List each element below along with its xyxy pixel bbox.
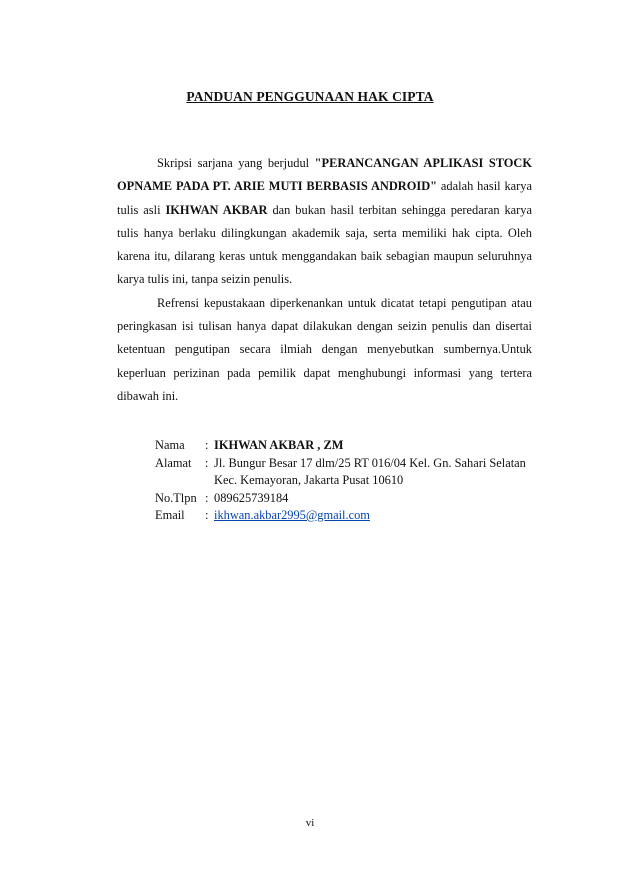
- email-link[interactable]: ikhwan.akbar2995@gmail.com: [214, 508, 370, 522]
- author-name: IKHWAN AKBAR: [165, 202, 268, 217]
- email-label: Email: [155, 508, 185, 522]
- p1-text-2: adalah hasil karya tulis asli: [117, 179, 532, 217]
- separator: :: [205, 455, 209, 470]
- separator: :: [205, 490, 209, 505]
- separator: :: [205, 438, 209, 452]
- separator: :: [205, 508, 209, 522]
- alamat-line-1: Jl. Bungur Besar 17 dlm/25 RT 016/04 Kel. Gn. Sahari Selatan: [214, 455, 526, 470]
- body-text: [117, 152, 532, 408]
- thesis-title: "PERANCANGAN APLIKASI STOCK OPNAME PADA PT. ARIE MUTI BERBASIS ANDROID": [117, 156, 532, 194]
- info-row-email: [155, 507, 544, 525]
- info-row-alamat: [155, 455, 544, 473]
- info-row-nama: [155, 437, 544, 455]
- info-row-telp: [155, 490, 544, 508]
- paragraph-1: [117, 152, 532, 292]
- page-title: PANDUAN PENGGUNAAN HAK CIPTA: [186, 89, 434, 104]
- p1-text-3: dan bukan hasil terbitan sehingga peredaran karya tulis hanya berlaku dilingkungan akademik saja, serta memiliki hak cipta. Oleh karena itu, dilarang keras untuk menggandakan baik sebagian maupun seluruhnya karya tulis ini, tanpa seizin penulis.: [117, 202, 533, 287]
- alamat-label: Alamat: [155, 455, 192, 470]
- paragraph-2: Refrensi kepustakaan diperkenankan untuk dicatat tetapi pengutipan atau peringkasan isi tulisan hanya dapat dilakukan dengan seizin penulis dan disertai ketentuan pengutipan secara ilmiah dengan menyebutkan sumbernya.Untuk keperluan perizinan pada pemilik dapat menghubungi informasi yang tertera dibawah ini.: [117, 295, 532, 403]
- contact-info: [155, 437, 544, 525]
- p1-text-1: Skripsi sarjana yang berjudul: [157, 156, 315, 170]
- telp-label: No.Tlpn: [155, 490, 197, 505]
- telp-value: 089625739184: [214, 490, 289, 505]
- page-number: vi: [305, 817, 315, 829]
- nama-label: Nama: [155, 438, 185, 452]
- nama-value: IKHWAN AKBAR , ZM: [214, 438, 344, 452]
- alamat-line-2: Kec. Kemayoran, Jakarta Pusat 10610: [214, 473, 404, 487]
